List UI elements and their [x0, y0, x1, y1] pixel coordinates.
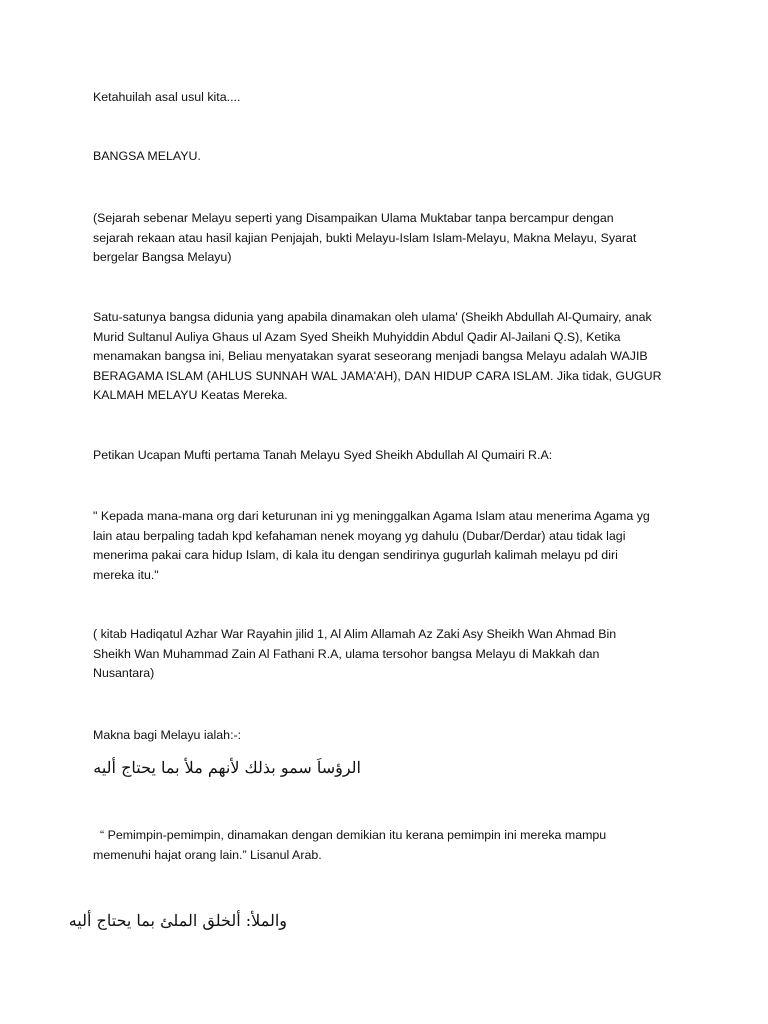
text-line: mereka itu." — [93, 567, 159, 582]
citation-paragraph — [93, 625, 693, 684]
text-line: ( kitab Hadiqatul Azhar War Rayahin jilid 1, Al Alim Allamah Az Zaki Asy Sheikh Wan Ahmad Bin — [93, 627, 617, 641]
text-line: sejarah rekaan atau hasil kajian Penjajah, bukti Melayu-Islam Islam-Melayu, Makna Melayu, Syarat — [93, 230, 637, 245]
makna-heading — [93, 726, 693, 746]
text-line: menamakan bangsa ini, Beliau menyatakan syarat seseorang menjadi bangsa Melayu adalah WAJIB — [93, 349, 648, 363]
text-line: Murid Sultanul Auliya Ghaus ul Azam Syed Sheikh Muhyiddin Abdul Qadir Al-Jailani Q.S), Ketika — [93, 329, 621, 344]
translation-paragraph — [93, 826, 700, 865]
document-page — [68, 0, 693, 1024]
text-line: Satu-satunya bangsa didunia yang apabila dinamakan oleh ulama' (Sheikh Abdullah Al-Qumairy, anak — [93, 310, 652, 324]
text-line: menerima pakai cara hidup Islam, di kala itu dengan sendirinya gugurlah kalimah melayu pd diri — [93, 548, 618, 562]
mufti-heading — [93, 446, 693, 466]
text-line: " Kepada mana-mana org dari keturunan ini yg meninggalkan Agama Islam atau menerima Agama yg — [93, 509, 650, 523]
main-paragraph — [93, 308, 693, 406]
arabic-quote-1: الرؤساَ سمو بذلك لأنهم ملأ بما يحتاج أليه — [93, 758, 361, 777]
text-line: KALMAH MELAYU Keatas Mereka. — [93, 388, 288, 402]
text-line: BANGSA MELAYU. — [93, 149, 201, 163]
text-line: Petikan Ucapan Mufti pertama Tanah Melayu Syed Sheikh Abdullah Al Qumairi R.A: — [93, 448, 553, 462]
intro-heading — [93, 88, 693, 108]
text-line: lain atau berpaling tadah kpd kefahaman nenek moyang yg dahulu (Dubar/Derdar) atau tidak lagi — [93, 528, 626, 543]
text-line: BERAGAMA ISLAM (AHLUS SUNNAH WAL JAMA'AH), DAN HIDUP CARA ISLAM. Jika tidak, GUGUR — [93, 368, 662, 383]
arabic-quote-2: والملأ: ألخلق الملئ بما يحتاج أليه — [68, 911, 287, 930]
text-line: memenuhi hajat orang lain.” Lisanul Arab. — [93, 847, 322, 862]
text-line: “ Pemimpin-pemimpin, dinamakan dengan demikian itu kerana pemimpin ini mereka mampu — [100, 828, 607, 842]
text-line: Ketahuilah asal usul kita.... — [93, 90, 241, 104]
title-heading — [93, 147, 693, 167]
subtitle-paragraph — [93, 209, 693, 268]
text-line: Nusantara) — [93, 666, 155, 680]
text-line: Makna bagi Melayu ialah:-: — [93, 728, 242, 742]
text-line: Sheikh Wan Muhammad Zain Al Fathani R.A, ulama tersohor bangsa Melayu di Makkah dan — [93, 646, 600, 661]
quote-paragraph — [93, 507, 693, 585]
text-line: bergelar Bangsa Melayu) — [93, 250, 232, 264]
text-line: (Sejarah sebenar Melayu seperti yang Disampaikan Ulama Muktabar tanpa bercampur dengan — [93, 211, 614, 225]
